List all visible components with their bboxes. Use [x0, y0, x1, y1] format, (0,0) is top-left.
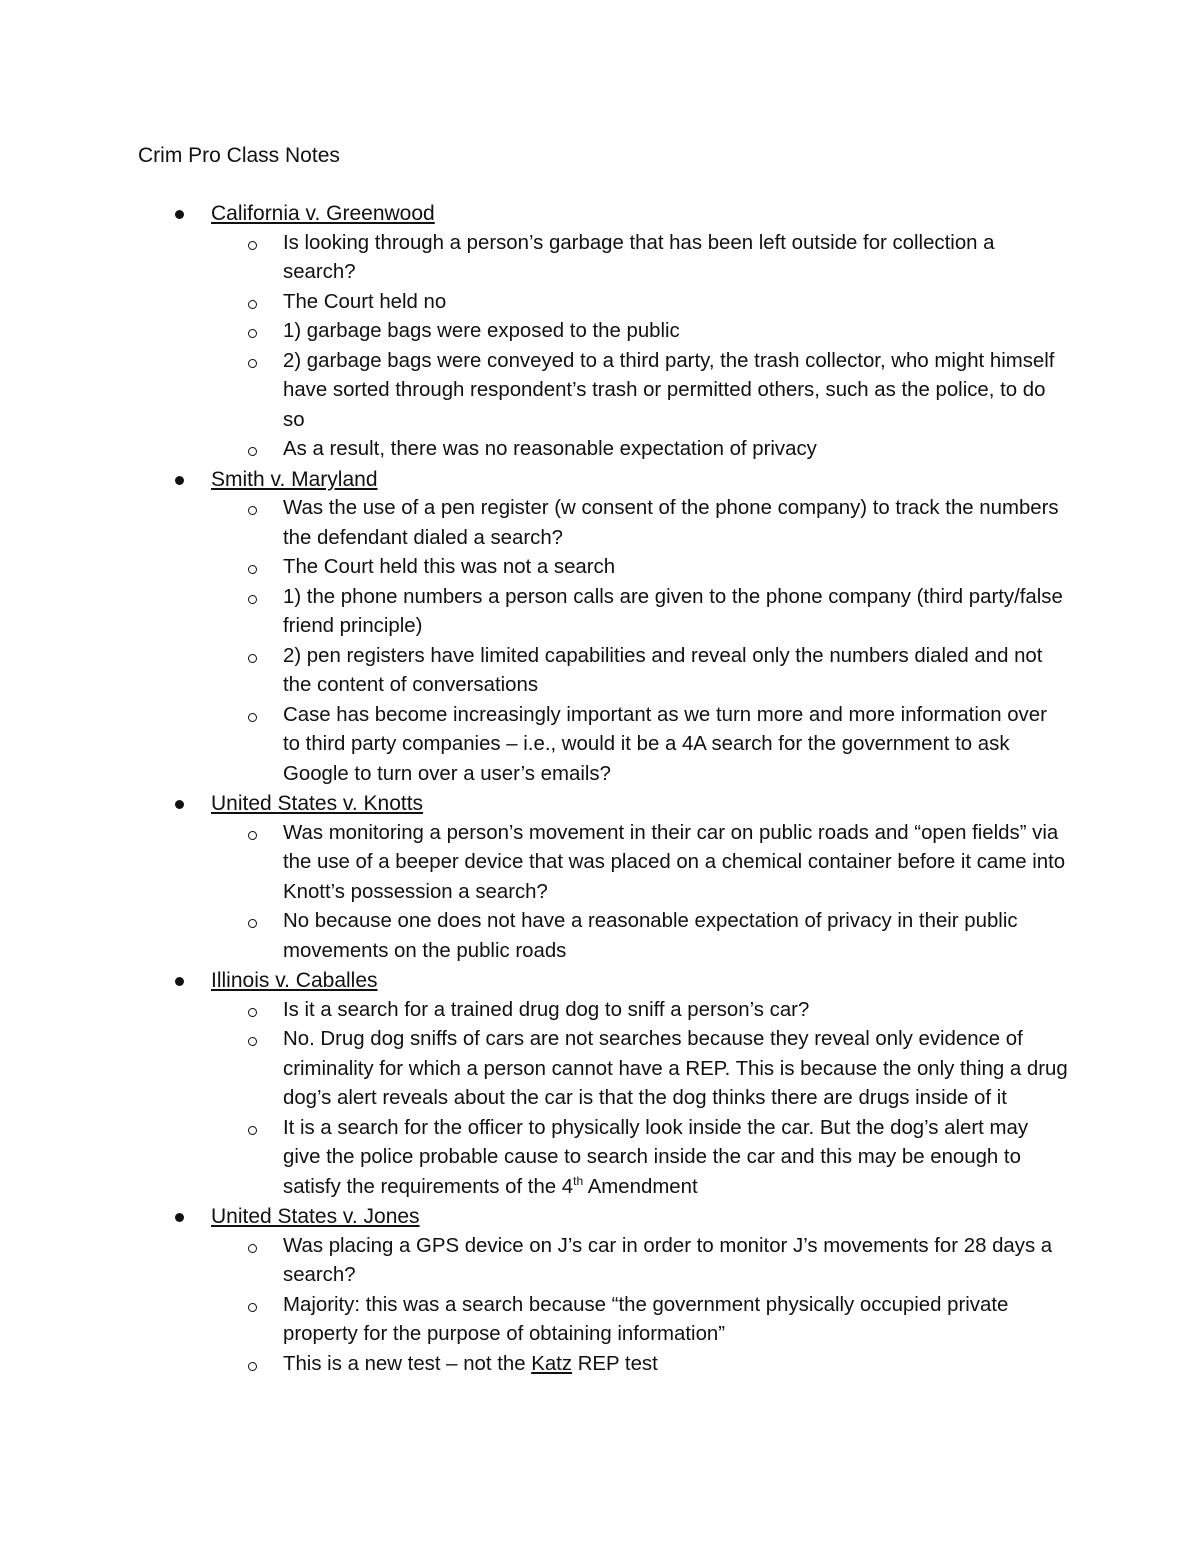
case-point: [0, 819, 1068, 908]
case-point: [0, 553, 1068, 583]
case-point: [0, 907, 1068, 966]
case-point-text-part: REP test: [572, 1352, 658, 1375]
case-item: [0, 789, 1200, 966]
circle-bullet-icon: [248, 565, 257, 574]
case-point-text: 2) pen registers have limited capabilities and reveal only the numbers dialed and not the content of conversations: [283, 644, 1043, 696]
bullet-icon: [175, 210, 184, 219]
case-point: [0, 1025, 1068, 1114]
case-heading: [0, 789, 1200, 819]
case-heading: [0, 1202, 1200, 1232]
case-point: [0, 1232, 1068, 1291]
circle-bullet-icon: [248, 654, 257, 663]
case-point-text: [283, 1117, 1028, 1198]
case-name: California v. Greenwood: [211, 202, 435, 225]
circle-bullet-icon: [248, 831, 257, 840]
case-point: [0, 494, 1068, 553]
case-point-text: [283, 1353, 658, 1375]
case-point-text-part: It is a search for the officer to physically look inside the car. But the dog’s alert may give the police probable cause to search inside the car and this may be enough to satisfy the requirements of the 4: [283, 1116, 1029, 1198]
case-points: [0, 996, 1200, 1203]
case-point-text: Is it a search for a trained drug dog to sniff a person’s car?: [283, 998, 810, 1021]
case-point-text: Was monitoring a person’s movement in their car on public roads and “open fields” via the use of a beeper device that was placed on a chemical container before it came into Knott’s possession a search?: [283, 821, 1066, 903]
circle-bullet-icon: [248, 595, 257, 604]
bullet-icon: [175, 977, 184, 986]
case-item: [0, 1202, 1200, 1379]
circle-bullet-icon: [248, 447, 257, 456]
document-title: Crim Pro Class Notes: [138, 144, 340, 167]
case-name: United States v. Jones: [211, 1205, 420, 1228]
case-point-text-part: This is a new test – not the: [283, 1352, 532, 1375]
case-point: [0, 435, 1068, 465]
case-points: [0, 229, 1200, 465]
circle-bullet-icon: [248, 1037, 257, 1046]
circle-bullet-icon: [248, 1008, 257, 1017]
case-name: Smith v. Maryland: [211, 467, 378, 491]
case-name: Illinois v. Caballes: [211, 969, 378, 992]
case-point: [0, 229, 1068, 288]
circle-bullet-icon: [248, 300, 257, 309]
circle-bullet-icon: [248, 329, 257, 338]
case-points: [0, 1232, 1200, 1380]
case-point-text: The Court held no: [283, 290, 447, 313]
bullet-icon: [175, 1213, 184, 1222]
case-heading: [0, 465, 1200, 495]
case-item: [0, 966, 1200, 1202]
case-points: [0, 819, 1200, 967]
circle-bullet-icon: [248, 713, 257, 722]
case-point: [0, 347, 1068, 436]
circle-bullet-icon: [248, 1303, 257, 1312]
case-point: [0, 701, 1068, 790]
case-name: United States v. Knotts: [211, 792, 424, 815]
case-heading: [0, 966, 1200, 996]
case-point-text: Case has become increasingly important as we turn more and more information over to third party companies – i.e., would it be a 4A search for the government to ask Google to turn over a user’s emails?: [283, 703, 1047, 785]
case-point: [0, 288, 1068, 318]
case-point: [0, 996, 1068, 1026]
case-point-text: 1) the phone numbers a person calls are given to the phone company (third party/false friend principle): [283, 585, 1063, 637]
case-point-text: 2) garbage bags were conveyed to a third party, the trash collector, who might himself have sorted through respondent’s trash or permitted others, such as the police, to do so: [283, 349, 1055, 431]
case-point-text: Majority: this was a search because “the government physically occupied private property for the purpose of obtaining information”: [283, 1293, 1009, 1345]
case-point-text: The Court held this was not a search: [283, 556, 616, 578]
case-point: [0, 1350, 1068, 1380]
case-point-text: Was the use of a pen register (w consent of the phone company) to track the numbers the defendant dialed a search?: [283, 497, 1059, 549]
case-point-text: Was placing a GPS device on J’s car in order to monitor J’s movements for 28 days a search?: [283, 1234, 1053, 1286]
case-point: [0, 1291, 1068, 1350]
case-citation: Katz: [531, 1352, 573, 1375]
case-point-text-part: Amendment: [583, 1175, 698, 1198]
ordinal-suffix: th: [573, 1173, 584, 1188]
case-point: [0, 1114, 1068, 1203]
circle-bullet-icon: [248, 506, 257, 515]
case-point-text: No. Drug dog sniffs of cars are not searches because they reveal only evidence of criminality for which a person cannot have a REP. This is because the only thing a drug dog’s alert reveals about the car is that the dog thinks there are drugs inside of it: [283, 1028, 1068, 1109]
case-point-text: Is looking through a person’s garbage that has been left outside for collection a search?: [283, 231, 995, 283]
circle-bullet-icon: [248, 919, 257, 928]
case-item: [0, 199, 1200, 465]
case-points: [0, 494, 1200, 789]
case-point-text: As a result, there was no reasonable expectation of privacy: [283, 438, 817, 460]
case-point: [0, 642, 1068, 701]
case-point: [0, 317, 1068, 347]
bullet-icon: [175, 800, 184, 809]
circle-bullet-icon: [248, 241, 257, 250]
circle-bullet-icon: [248, 1244, 257, 1253]
circle-bullet-icon: [248, 1362, 257, 1371]
bullet-icon: [175, 476, 184, 485]
case-item: [0, 465, 1200, 790]
circle-bullet-icon: [248, 359, 257, 368]
case-point: [0, 583, 1068, 642]
case-point-text: No because one does not have a reasonable expectation of privacy in their public movements on the public roads: [283, 910, 1018, 962]
case-heading: [0, 199, 1200, 229]
case-point-text: 1) garbage bags were exposed to the public: [283, 320, 680, 342]
case-list: [0, 199, 1200, 1379]
circle-bullet-icon: [248, 1126, 257, 1135]
